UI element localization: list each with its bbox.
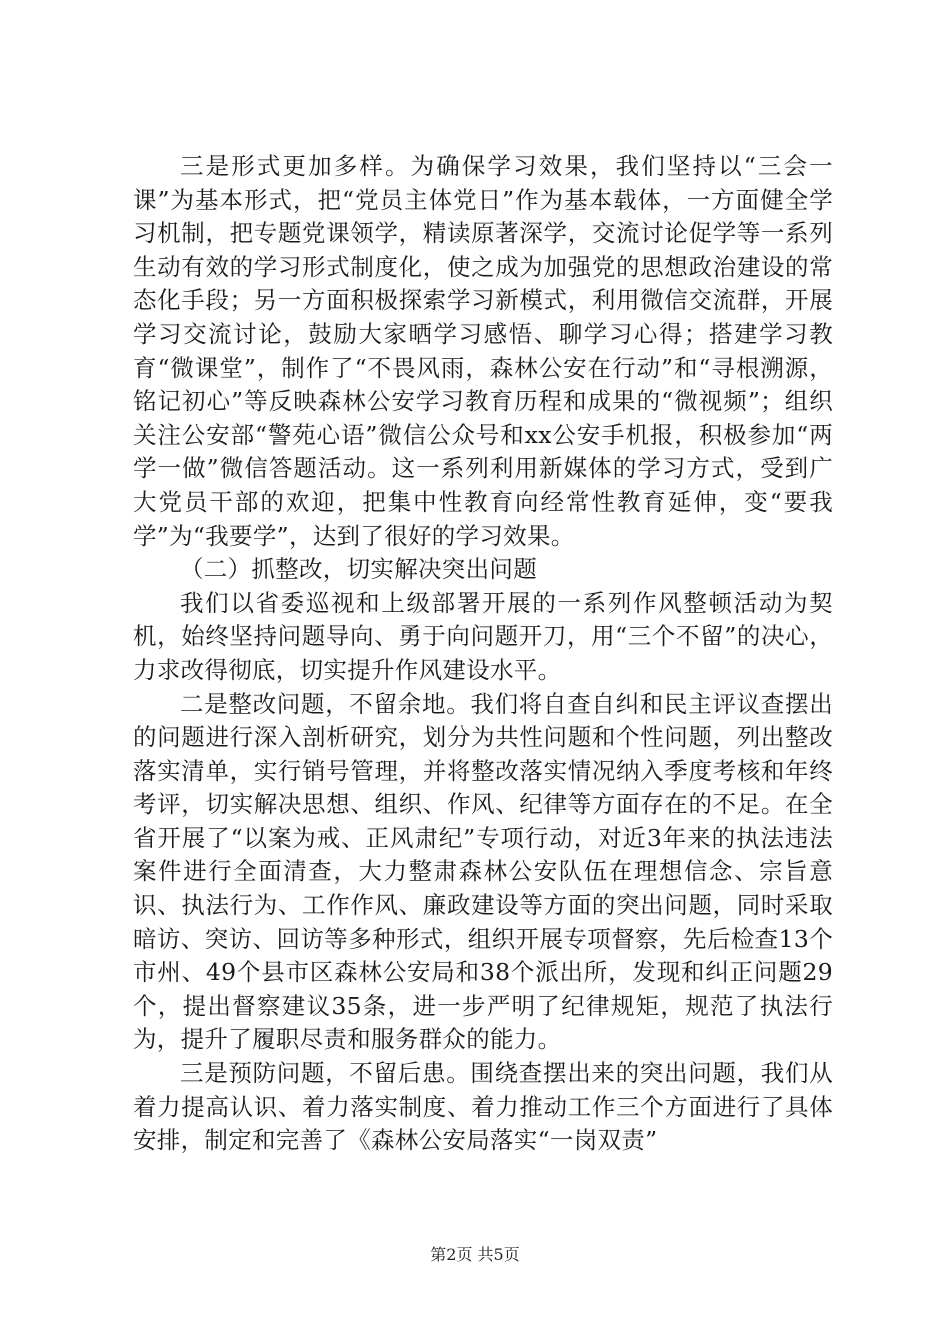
document-body xyxy=(133,150,833,1158)
paragraph-study-forms: 三是形式更加多样。为确保学习效果，我们坚持以“三会一课”为基本形式，把“党员主体党日”作为基本载体，一方面健全学习机制，把专题党课领学，精读原著深学，交流讨论促学等一系列生动有效的学习形式制度化，使之成为加强党的思想政治建设的常态化手段；另一方面积极探索学习新模式，利用微信交流群，开展学习交流讨论，鼓励大家晒学习感悟、聊学习心得；搭建学习教育“微课堂”，制作了“不畏风雨，森林公安在行动”和“寻根溯源，铭记初心”等反映森林公安学习教育历程和成果的“微视频”；组织关注公安部“警苑心语”微信公众号和xx公安手机报，积极参加“两学一做”微信答题活动。这一系列利用新媒体的学习方式，受到广大党员干部的欢迎，把集中性教育向经常性教育延伸，变“要我学”为“我要学”，达到了很好的学习效果。 xyxy=(133,152,833,550)
page-number-footer: 第2页 共5页 xyxy=(430,1245,520,1264)
paragraph-rectify-problems: 二是整改问题，不留余地。我们将自查自纠和民主评议查摆出的问题进行深入剖析研究，划分为共性问题和个性问题，列出整改落实清单，实行销号管理，并将整改落实情况纳入季度考核和年终考评，切实解决思想、组织、作风、纪律等方面存在的不足。在全省开展了“以案为戒、正风肃纪”专项行动，对近3年来的执法违法案件进行全面清查，大力整肃森林公安队伍在理想信念、宗旨意识、执法行为、工作作风、廉政建设等方面的突出问题，同时采取暗访、突访、回访等多种形式，组织开展专项督察，先后检查13个市州、49个县市区森林公安局和38个派出所，发现和纠正问题29个，提出督察建议35条，进一步严明了纪律规矩，规范了执法行为，提升了履职尽责和服务群众的能力。 xyxy=(133,689,833,1054)
section-heading-rectification: （二）抓整改，切实解决突出问题 xyxy=(180,555,537,584)
paragraph-prevent-problems: 三是预防问题，不留后患。围绕查摆出来的突出问题，我们从着力提高认识、着力落实制度、着力推动工作三个方面进行了具体安排，制定和完善了《森林公安局落实“一岗双责” xyxy=(133,1059,833,1155)
paragraph-rectification-intro: 我们以省委巡视和上级部署开展的一系列作风整顿活动为契机，始终坚持问题导向、勇于向问题开刀，用“三个不留”的决心，力求改得彻底，切实提升作风建设水平。 xyxy=(133,588,833,684)
